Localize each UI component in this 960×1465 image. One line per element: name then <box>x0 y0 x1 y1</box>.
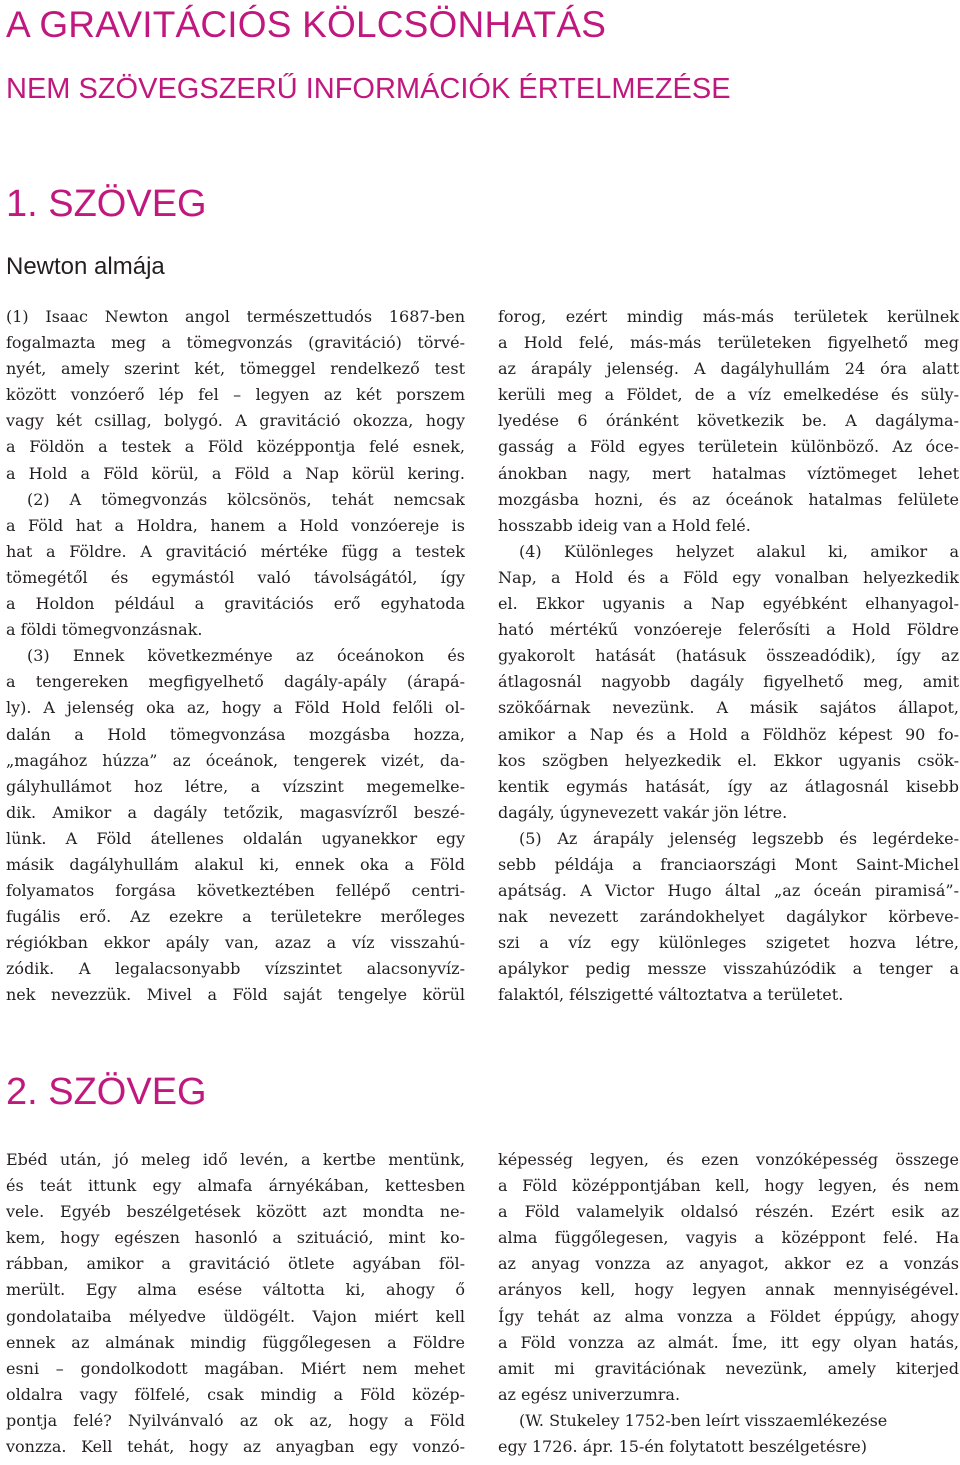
text-line: amikor a Nap és a Hold a Földhöz képest 90 fo- <box>498 724 959 744</box>
text-line: gasság a Föld egyes területein különböző. Az óce- <box>498 437 959 457</box>
text-1-title: Newton almája <box>6 253 165 280</box>
text-line: el. Ekkor ugyanis a Nap egyébként elhanyagol- <box>498 594 959 614</box>
text-line: az anyag vonzza az anyagot, akkor ez a vonzás <box>498 1254 959 1274</box>
text-line: hat a Földre. A gravitáció mértéke függ a testek <box>6 541 465 561</box>
text-line: apátság. A Victor Hugo által „az óceán piramisá”- <box>498 881 959 901</box>
text-line: tömegétől és egymástól való távolságától, így <box>6 567 465 587</box>
page-subtitle: NEM SZÖVEGSZERŰ INFORMÁCIÓK ÉRTELMEZÉSE <box>6 73 731 105</box>
text-line: kerüli meg a Földet, de a víz emelkedése és süly- <box>498 385 959 405</box>
text-line: rábban, amikor a gravitáció ötlete agyában föl- <box>6 1254 465 1274</box>
text-line: átlagosnál nagyobb dagály figyelhető meg, amit <box>498 672 959 692</box>
text-line: esni – gondolkodott magában. Miért nem mehet <box>6 1358 465 1378</box>
text-line: a tengereken megfigyelhető dagály-apály (árapá- <box>6 672 465 692</box>
text-line: apálykor pedig messze visszahúzódik a tenger a <box>498 959 959 979</box>
text-line: a Föld hat a Holdra, hanem a Hold vonzóereje is <box>6 515 465 535</box>
source-citation: egy 1726. ápr. 15-én folytatott beszélgetésre) <box>498 1437 867 1457</box>
text-line: nak nevezett zarándokhelyet dagálykor körbeve- <box>498 907 959 927</box>
page-title: A GRAVITÁCIÓS KÖLCSÖNHATÁS <box>6 4 607 45</box>
text-line: (2) A tömegvonzás kölcsönös, tehát nemcsak <box>27 489 465 509</box>
text-line: sebb példája a franciaországi Mont Saint-Michel <box>498 854 959 874</box>
text-line: mozgásba hozni, és az óceánok hatalmas felülete <box>498 489 959 509</box>
section-1-heading: 1. SZÖVEG <box>6 183 207 225</box>
text-line: Ebéd után, jó meleg idő levén, a kertbe mentünk, <box>6 1150 465 1169</box>
text-line: a Holdon például a gravitációs erő egyhatoda <box>6 594 465 614</box>
text-line: merült. Egy alma esése váltotta ki, ahogy ő <box>6 1280 465 1300</box>
text-line: dalán a Hold tömegvonzása mozgásba hozza, <box>6 724 465 744</box>
text-line: hosszabb ideig van a Hold felé. <box>498 515 751 535</box>
text-line: másik dagályhullám alakul ki, ennek oka a Föld <box>6 854 465 874</box>
text-line: fugális erő. Az ezekre a területekre merőleges <box>6 907 465 927</box>
text-line: folyamatos forgása következtében fellépő centri- <box>6 881 465 901</box>
text-line: pontja felé? Nyilvánvaló az ok az, hogy a Föld <box>6 1410 465 1430</box>
text-line: ennek az almának mindig függőlegesen a Földre <box>6 1332 465 1352</box>
text-line: a Hold felé, más-más területeken figyelhető meg <box>498 333 959 353</box>
section-2-heading: 2. SZÖVEG <box>6 1071 207 1113</box>
text-line: vonzza. Kell tehát, hogy az anyagban egy vonzó- <box>6 1437 465 1457</box>
text-line: oldalra vagy fölfelé, csak mindig a Föld közép- <box>6 1384 465 1404</box>
text-line: a Föld középpontjában kell, hogy legyen, és nem <box>498 1176 959 1196</box>
text-line: nek nevezzük. Mivel a Föld saját tengelye körül <box>6 985 465 1005</box>
text-line: szi a víz egy különleges szigetet hozva létre, <box>498 933 959 953</box>
text-line: arányos kell, hogy legyen annak mennyiségével. <box>498 1280 959 1300</box>
text-line: az árapály jelenség. A dagályhullám 24 óra alatt <box>498 359 959 379</box>
text-line: ly). A jelenség oka az, hogy a Föld Hold felőli ol- <box>6 698 465 718</box>
text-line: ánokban nagy, mert hatalmas víztömeget lehet <box>498 463 959 483</box>
text-line: Így tehát az alma vonzza a Földet éppúgy, ahogy <box>498 1306 959 1326</box>
text-line: Nap, a Hold és a Föld egy vonalban helyezkedik <box>498 567 959 587</box>
text-line: lünk. A Föld átellenes oldalán ugyanekkor egy <box>6 828 465 848</box>
text-line: kos szögben helyezkedik el. Ekkor ugyanis csök- <box>498 750 959 770</box>
text-line: képesség legyen, és ezen vonzóképesség összege <box>498 1150 959 1169</box>
text-line: és teát ittunk egy almafa árnyékában, kettesben <box>6 1176 465 1196</box>
text-line: dagály, úgynevezett vakár jön létre. <box>498 802 788 822</box>
section-2-right-column <box>498 1147 959 1460</box>
section-1-right-column <box>498 304 959 1009</box>
text-line: a Föld vonzza az almát. Íme, itt egy olyan hatás, <box>498 1332 959 1352</box>
text-line: között vonzóerő lép fel – legyen az két porszem <box>6 385 465 405</box>
section-2-left-column <box>6 1147 465 1460</box>
text-line: régiókban ekkor apály van, azaz a víz visszahú- <box>6 933 465 953</box>
text-line: „magához húzza” az óceánok, tengerek vizét, da- <box>6 750 465 770</box>
text-line: (5) Az árapály jelenség legszebb és legérdeke- <box>519 828 959 848</box>
text-line: a Földön a testek a Föld középpontja felé esnek, <box>6 437 465 457</box>
text-line: zódik. A legalacsonyabb vízszintet alacsonyvíz- <box>6 959 465 979</box>
section-1-left-column <box>6 304 465 1009</box>
text-line: szökőárnak nevezünk. A másik sajátos állapot, <box>498 698 959 718</box>
text-line: az egész univerzumra. <box>498 1384 681 1404</box>
text-line: alma függőlegesen, vagyis a középpont felé. Ha <box>498 1228 959 1248</box>
text-line: kem, hogy egészen hasonló a szituáció, mint ko- <box>6 1228 465 1248</box>
text-line: a földi tömegvonzásnak. <box>6 620 203 640</box>
text-line: ható mértékű vonzóereje felerősíti a Hold Földre <box>498 620 959 640</box>
text-line: a Föld valamelyik oldalsó részén. Ezért esik az <box>498 1202 959 1222</box>
text-line: amit mi gravitációnak nevezünk, amely kiterjed <box>498 1358 959 1378</box>
text-line: lyedése 6 óránként következik be. A dagályma- <box>498 411 959 431</box>
text-line: gályhullámot hoz létre, a vízszint megemelke- <box>6 776 465 796</box>
source-citation: (W. Stukeley 1752-ben leírt visszaemlékezése <box>519 1410 888 1430</box>
text-line: nyét, amely szerint két, tömeggel rendelkező test <box>6 359 465 379</box>
text-line: (3) Ennek következménye az óceánokon és <box>27 646 465 666</box>
text-line: (4) Különleges helyzet alakul ki, amikor a <box>519 541 959 561</box>
text-line: kentik egymás hatását, így az átlagosnál kisebb <box>498 776 959 796</box>
text-line: forog, ezért mindig más-más területek kerülnek <box>498 307 959 326</box>
text-line: dik. Amikor a dagály tetőzik, magasvízről beszé- <box>6 802 465 822</box>
text-line: a Hold a Föld körül, a Föld a Nap körül kering. <box>6 463 465 483</box>
text-line: vele. Egyéb beszélgetések között azt mondta ne- <box>6 1202 465 1222</box>
text-line: vagy két csillag, bolygó. A gravitáció okozza, hogy <box>6 411 465 431</box>
text-line: (1) Isaac Newton angol természettudós 1687-ben <box>6 307 465 326</box>
text-line: gondolataiba mélyedve üldögélt. Vajon miért kell <box>6 1306 465 1326</box>
text-line: fogalmazta meg a tömegvonzás (gravitáció) törvé- <box>6 333 465 353</box>
text-line: falaktól, félszigetté változtatva a területet. <box>498 985 844 1005</box>
text-line: gyakorolt hatását (hatásuk összeadódik), így az <box>498 646 959 666</box>
